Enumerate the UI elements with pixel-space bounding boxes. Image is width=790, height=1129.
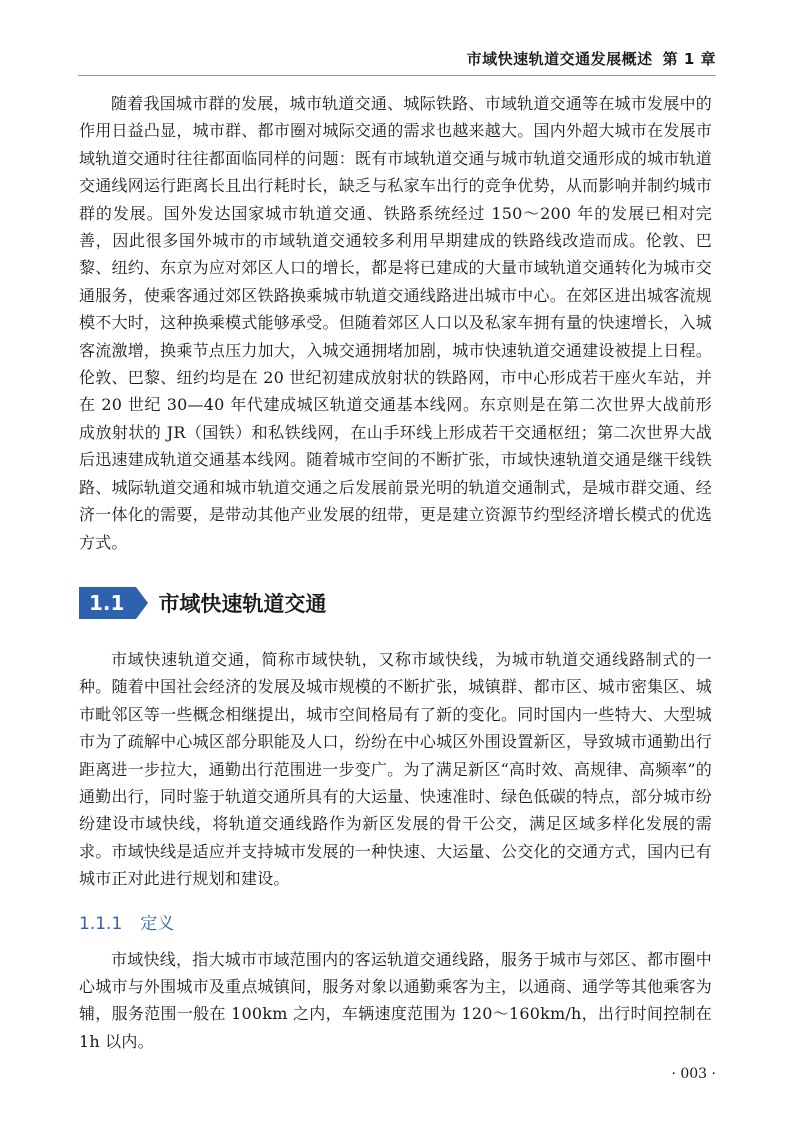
intro-paragraph: 随着我国城市群的发展，城市轨道交通、城际铁路、市域轨道交通等在城市发展中的作用日益凸显，城市群、都市圈对城际交通的需求也越来越大。国内外超大城市在发展市域轨道交通时往往都面临同样的问题：既有市域轨道交通与城市轨道交通形成的城市轨道交通线网运行距离长且出行耗时长，缺乏与私家车出行的竞争优势，从而影响并制约城市群的发展。国外发达国家城市轨道交通、铁路系统经过 150～200 年的发展已相对完善，因此很多国外城市的市域轨道交通较多利用早期建成的铁路线改造而成。伦敦、巴黎、纽约、东京为应对郊区人口的增长，都是将已建成的大量市域轨道交通转化为城市交通服务，使乘客通过郊区铁路换乘城市轨道交通线路进出城市中心。在郊区进出城客流规模不大时，这种换乘模式能够承受。但随着郊区人口以及私家车拥有量的快速增长，入城客流激增，换乘节点压力加大，入城交通拥堵加剧，城市快速轨道交通建设被提上日程。伦敦、巴黎、纽约均是在 20 世纪初建成放射状的铁路网，市中心形成若干座火车站，并在 20 世纪 30—40 年代建成城区轨道交通基本线网。东京则是在第二次世界大战前形成放射状的 JR（国铁）和私铁线网，在山手环线上形成若干交通枢纽；第二次世界大战后迅速建成轨道交通基本线网。随着城市空间的不断扩张，市域快速轨道交通是继干线铁路、城际轨道交通和城市轨道交通之后发展前景光明的轨道交通制式，是城市群交通、经济一体化的需要，是带动其他产业发展的纽带，更是建立资源节约型经济增长模式的优选方式。 <box>79 94 712 552</box>
subsection-title: 定义 <box>140 913 175 934</box>
page-number: · 003 · <box>671 1066 716 1082</box>
running-header-title: 市域快速轨道交通发展概述 <box>466 50 653 68</box>
section-heading <box>79 586 712 620</box>
definition-paragraph: 市域快线，指大城市市域范围内的客运轨道交通线路，服务于城市与郊区、都市圈中心城市与外围城市及重点城镇间，服务对象以通勤乘客为主，以通商、通学等其他乘客为辅，服务范围一般在 100km 之内，车辆速度范围为 120～160km/h，出行时间控制在 1h 以内。 <box>79 949 712 1051</box>
page-content <box>79 90 712 1055</box>
subsection-number: 1.1.1 <box>79 913 123 934</box>
subsection-heading <box>79 909 712 934</box>
section-number-badge: 1.1 <box>79 587 136 619</box>
header-rule <box>78 75 716 76</box>
running-header <box>467 48 716 69</box>
running-header-chapter: 第 1 章 <box>662 50 716 68</box>
section-paragraph: 市域快速轨道交通，简称市域快轨，又称市域快线，为城市轨道交通线路制式的一种。随着中国社会经济的发展及城市规模的不断扩张，城镇群、都市区、城市密集区、城市毗邻区等一些概念相继提出，城市空间格局有了新的变化。同时国内一些特大、大型城市为了疏解中心城区部分职能及人口，纷纷在中心城区外围设置新区，导致城市通勤出行距离进一步拉大，通勤出行范围进一步变广。为了满足新区“高时效、高规律、高频率”的通勤出行，同时鉴于轨道交通所具有的大运量、快速准时、绿色低碳的特点，部分城市纷纷建设市域快线，将轨道交通线路作为新区发展的骨干公交，满足区域多样化发展的需求。市域快线是适应并支持城市发展的一种快速、大运量、公交化的交通方式，国内已有城市正对此进行规划和建设。 <box>79 649 712 889</box>
section-title: 市域快速轨道交通 <box>158 591 327 616</box>
